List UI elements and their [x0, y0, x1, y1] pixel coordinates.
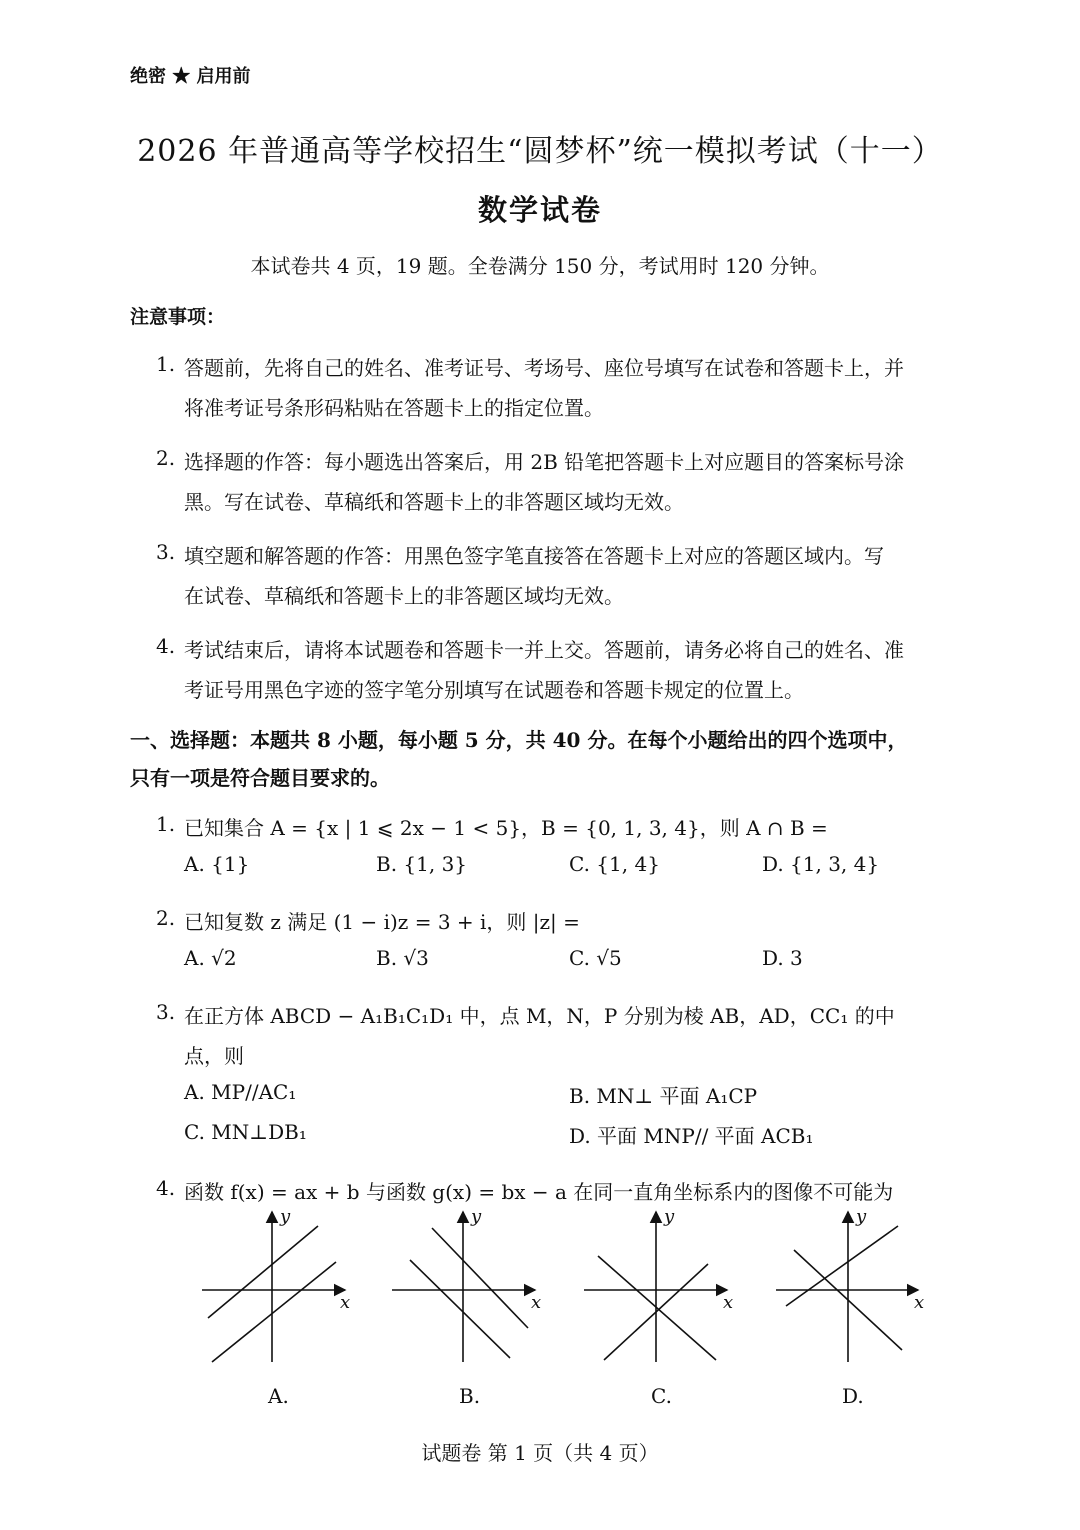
q2-option-c: C. √5 [569, 946, 622, 970]
q2-number: 2. [156, 906, 176, 930]
graph-c-y-label: y [664, 1206, 675, 1227]
graph-b-label: B. [459, 1384, 481, 1408]
graph-b-y-label: y [471, 1206, 482, 1227]
notice-4-line1: 考试结束后，请将本试题卷和答题卡一并上交。答题前，请务必将自己的姓名、准 [184, 638, 904, 662]
notice-3-line1: 填空题和解答题的作答：用黑色签字笔直接答在答题卡上对应的答题区域内。写 [184, 544, 884, 568]
notice-1-line1: 答题前，先将自己的姓名、准考证号、考场号、座位号填写在试卷和答题卡上，并 [184, 356, 904, 380]
q3-stem: 在正方体 ABCD − A₁B₁C₁D₁ 中，点 M，N，P 分别为棱 AB，AD，CC₁ 的中 [184, 1004, 895, 1028]
notice-2-line2: 黑。写在试卷、草稿纸和答题卡上的非答题区域均无效。 [184, 490, 684, 514]
notice-1-line2: 将准考证号条形码粘贴在答题卡上的指定位置。 [184, 396, 604, 420]
q4-graphs [0, 1200, 1080, 1380]
notice-2-line1: 选择题的作答：每小题选出答案后，用 2B 铅笔把答题卡上对应题目的答案标号涂 [184, 450, 905, 474]
graph-b-line-2 [432, 1228, 528, 1328]
graph-c-line-1 [598, 1256, 716, 1360]
q2-stem: 已知复数 z 满足 (1 − i)z = 3 + i，则 |z| = [184, 910, 580, 934]
q3-option-d: D. 平面 MNP// 平面 ACB₁ [569, 1124, 814, 1148]
graph-a-label: A. [268, 1384, 289, 1408]
notice-heading: 注意事项： [130, 306, 226, 328]
confidential-label: 绝密 ★ 启用前 [130, 66, 251, 87]
graph-a-x-label: x [340, 1292, 351, 1313]
graph-c-x-label: x [723, 1292, 734, 1313]
graph-c [584, 1212, 727, 1362]
graph-b-x-label: x [531, 1292, 542, 1313]
q1-stem: 已知集合 A = {x | 1 ⩽ 2x − 1 < 5}，B = {0, 1, 3, 4}，则 A ∩ B = [184, 816, 828, 840]
page-footer: 试题卷 第 1 页（共 4 页） [421, 1441, 659, 1465]
graph-d-label: D. [842, 1384, 864, 1408]
q3-option-c: C. MN⊥DB₁ [184, 1120, 307, 1144]
graph-d-x-label: x [914, 1292, 925, 1313]
q4-stem: 函数 f(x) = ax + b 与函数 g(x) = bx − a 在同一直角坐标系内的图像不可能为 [184, 1180, 894, 1204]
graph-a-y-label: y [280, 1206, 291, 1227]
q4-number: 4. [156, 1176, 176, 1200]
q1-option-c: C. {1, 4} [569, 852, 660, 876]
exam-info: 本试卷共 4 页，19 题。全卷满分 150 分，考试用时 120 分钟。 [250, 254, 830, 278]
graph-b [392, 1212, 535, 1362]
graph-b-line-1 [410, 1260, 510, 1358]
notice-4-line2: 考证号用黑色字迹的签字笔分别填写在试题卷和答题卡规定的位置上。 [184, 678, 804, 702]
graph-c-label: C. [651, 1384, 672, 1408]
exam-title: 2026 年普通高等学校招生“圆梦杯”统一模拟考试（十一） [137, 134, 943, 169]
notice-1-number: 1. [156, 352, 176, 376]
notice-4-number: 4. [156, 634, 176, 658]
notice-2-number: 2. [156, 446, 176, 470]
q1-option-a: A. {1} [184, 852, 250, 876]
graph-a [202, 1212, 345, 1362]
q2-option-d: D. 3 [762, 946, 803, 970]
notice-3-number: 3. [156, 540, 176, 564]
q3-number: 3. [156, 1000, 176, 1024]
graph-d-y-label: y [856, 1206, 867, 1227]
q1-option-b: B. {1, 3} [376, 852, 468, 876]
q3-stem-cont: 点，则 [184, 1044, 244, 1068]
q3-option-b: B. MN⊥ 平面 A₁CP [569, 1084, 758, 1108]
graph-d [776, 1212, 918, 1362]
section1-heading-line1: 一、选择题：本题共 8 小题，每小题 5 分，共 40 分。在每个小题给出的四个选项中， [130, 728, 908, 752]
q3-option-a: A. MP//AC₁ [184, 1080, 297, 1104]
graph-a-line-2 [212, 1262, 336, 1362]
q1-option-d: D. {1, 3, 4} [762, 852, 880, 876]
exam-subtitle: 数学试卷 [477, 193, 602, 227]
q2-option-b: B. √3 [376, 946, 429, 970]
notice-3-line2: 在试卷、草稿纸和答题卡上的非答题区域均无效。 [184, 584, 624, 608]
q1-number: 1. [156, 812, 176, 836]
q2-option-a: A. √2 [184, 946, 237, 970]
graph-a-line-1 [208, 1226, 318, 1318]
section1-heading-line2: 只有一项是符合题目要求的。 [130, 766, 390, 790]
